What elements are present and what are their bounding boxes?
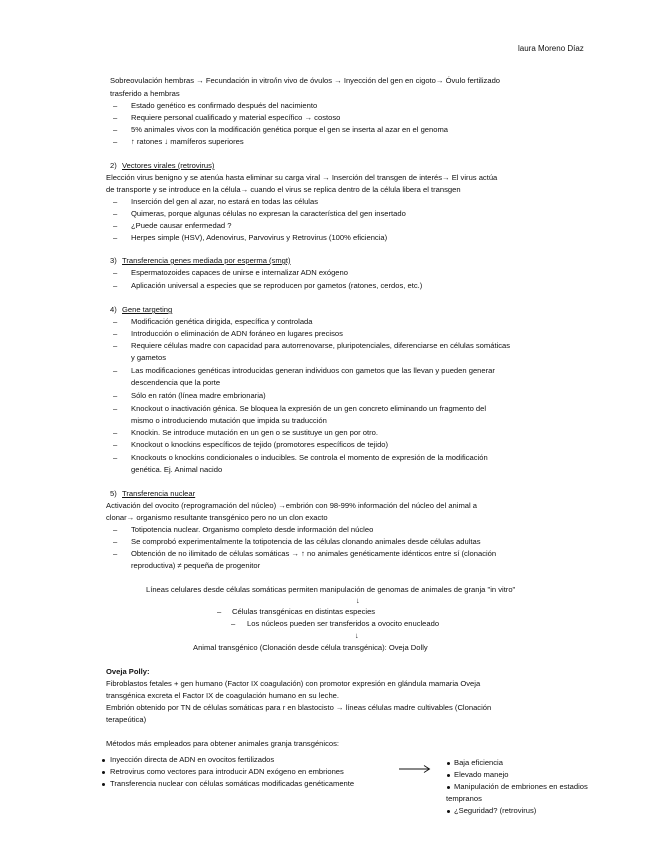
list-item: Inyección directa de ADN en ovocitos fertilizados — [110, 755, 275, 764]
list-item-continuation: y gametos — [131, 353, 167, 362]
list-dash: – — [113, 137, 118, 146]
flow-item: Los núcleos pueden ser transferidos a ovocito enucleado — [247, 619, 440, 628]
flow-item: Células transgénicas en distintas especies — [232, 607, 376, 616]
list-item: Las modificaciones genéticas introducidas generan individuos con gametos que las llevan y pueden generar — [131, 366, 495, 375]
list-item-continuation: tempranos — [446, 794, 482, 803]
list-item: Herpes simple (HSV), Adenovirus, Parvovirus y Retrovirus (100% eficiencia) — [131, 233, 388, 242]
list-item-continuation: reproductiva) ≠ pequeña de progenitor — [131, 561, 261, 570]
flow-line-2: Animal transgénico (Clonación desde célula transgénica): Oveja Dolly — [193, 643, 428, 652]
list-item-continuation: genética. Ej. Animal nacido — [131, 465, 223, 474]
section-2-para-1: Elección virus benigno y se atenúa hasta eliminar su carga viral → Inserción del transgen de interés→ El virus actúa — [106, 173, 498, 182]
list-dash: – — [113, 209, 118, 218]
list-item: Baja eficiencia — [454, 758, 503, 767]
list-dash: – — [113, 525, 118, 534]
list-item: Obtención de no ilimitado de células somáticas → ↑ no animales genéticamente idénticos entre sí (clonación — [131, 549, 497, 558]
section-5-title: Transferencia nuclear — [122, 489, 196, 498]
list-item: ↑ ratones ↓ mamíferos superiores — [131, 137, 244, 146]
flow-arrow-2: ↓ — [355, 631, 359, 640]
list-item: Transferencia nuclear con células somáticas modificadas genéticamente — [110, 779, 355, 788]
list-dash: – — [113, 101, 118, 110]
list-item: Knockout o knockins específicos de tejido (promotores específicos de tejido) — [131, 440, 389, 449]
section-3-title: Transferencia genes mediada por esperma (smgt) — [122, 256, 291, 265]
list-dash: – — [113, 341, 118, 350]
list-dash: – — [113, 113, 118, 122]
list-item: Requiere células madre con capacidad para autorrenovarse, pluripotenciales, diferenciarse en células somáticas — [131, 341, 511, 350]
list-dash: – — [113, 537, 118, 546]
bullet-icon — [102, 783, 105, 786]
list-item: Knockin. Se introduce mutación en un gen o se sustituye un gen por otro. — [131, 428, 378, 437]
section-4-title: Gene targeting — [122, 305, 173, 314]
polly-title: Oveja Polly: — [106, 667, 150, 676]
section-2-para-2: de transporte y se introduce en la célula→ cuando el virus se replica dentro de la célula libera el transgen — [106, 185, 461, 194]
polly-line-4: terapeútica) — [106, 715, 147, 724]
list-dash: – — [113, 453, 118, 462]
list-item: ¿Puede causar enfermedad ? — [131, 221, 232, 230]
bullet-icon — [447, 774, 450, 777]
list-dash: – — [113, 549, 118, 558]
list-item: Totipotencia nuclear. Organismo completo desde información del núcleo — [131, 525, 374, 534]
list-item: ¿Seguridad? (retrovirus) — [454, 806, 537, 815]
bullet-icon — [447, 762, 450, 765]
list-dash: – — [217, 607, 222, 616]
list-item: Manipulación de embriones en estadios — [454, 782, 588, 791]
list-dash: – — [113, 125, 118, 134]
bullet-icon — [447, 786, 450, 789]
polly-line-1: Fibroblastos fetales + gen humano (Factor IX coagulación) con promotor expresión en glándula mamaria Oveja — [106, 679, 481, 688]
flow-arrow-1: ↓ — [356, 596, 360, 605]
list-dash: – — [113, 281, 118, 290]
list-item-continuation: mismo o introduciendo mutación que impida su traducción — [131, 416, 327, 425]
list-item-continuation: descendencia que la porte — [131, 378, 221, 387]
flow-line-1: Líneas celulares desde células somáticas permiten manipulación de genomas de animales de granja "in vitro" — [146, 585, 516, 594]
list-item: 5% animales vivos con la modificación genética porque el gen se inserta al azar en el genoma — [131, 125, 449, 134]
list-dash: – — [113, 404, 118, 413]
intro-line-1: Sobreovulación hembras → Fecundación in vitro/in vivo de óvulos → Inyección del gen en cigoto→ Óvulo fertilizado — [110, 76, 501, 85]
section-5-number: 5) — [110, 489, 117, 498]
list-dash: – — [231, 619, 236, 628]
list-dash: – — [113, 197, 118, 206]
list-dash: – — [113, 221, 118, 230]
section-5-para-1: Activación del ovocito (reprogramación del núcleo) →embrión con 98-99% información del núcleo del animal a — [106, 501, 478, 510]
list-item: Requiere personal cualificado y material específico → costoso — [131, 113, 341, 122]
polly-line-3: Embrión obtenido por TN de células somáticas para r en blastocisto → líneas células madre cultivables (Clonación — [106, 703, 492, 712]
list-dash: – — [113, 268, 118, 277]
intro-line-2: trasferido a hembras — [110, 89, 180, 98]
list-item: Introducción o eliminación de ADN foráneo en lugares precisos — [131, 329, 343, 338]
right-arrow-icon — [398, 764, 432, 774]
polly-line-2: transgénica excreta el Factor IX de coagulación humano en su leche. — [106, 691, 340, 700]
list-item: Espermatozoides capaces de unirse e internalizar ADN exógeno — [131, 268, 348, 277]
list-dash: – — [113, 233, 118, 242]
list-item: Se comprobó experimentalmente la totipotencia de las células clonando animales desde células adultas — [131, 537, 481, 546]
list-item: Inserción del gen al azar, no estará en todas las células — [131, 197, 319, 206]
list-dash: – — [113, 366, 118, 375]
list-item: Aplicación universal a especies que se reproducen por gametos (ratones, cerdos, etc.) — [131, 281, 423, 290]
list-dash: – — [113, 440, 118, 449]
list-item: Modificación genética dirigida, específica y controlada — [131, 317, 313, 326]
list-dash: – — [113, 329, 118, 338]
section-2-title: Vectores virales (retrovirus) — [122, 161, 215, 170]
list-item: Knockout o inactivación génica. Se bloquea la expresión de un gen concreto eliminando un fragmento del — [131, 404, 487, 413]
section-4-number: 4) — [110, 305, 117, 314]
list-item: Retrovirus como vectores para introducir ADN exógeno en embriones — [110, 767, 344, 776]
bullet-icon — [447, 810, 450, 813]
section-2-number: 2) — [110, 161, 117, 170]
list-dash: – — [113, 428, 118, 437]
bullet-icon — [102, 759, 105, 762]
section-3-number: 3) — [110, 256, 117, 265]
list-item: Elevado manejo — [454, 770, 509, 779]
list-item: Sólo en ratón (línea madre embrionaria) — [131, 391, 266, 400]
bullet-icon — [102, 771, 105, 774]
section-5-para-2: clonar→ organismo resultante transgénico pero no un clon exacto — [106, 513, 328, 522]
list-item: Estado genético es confirmado después del nacimiento — [131, 101, 318, 110]
methods-title: Métodos más empleados para obtener animales granja transgénicos: — [106, 739, 340, 748]
list-dash: – — [113, 317, 118, 326]
list-item: Quimeras, porque algunas células no expresan la característica del gen insertado — [131, 209, 406, 218]
list-dash: – — [113, 391, 118, 400]
list-item: Knockouts o knockins condicionales o inducibles. Se controla el momento de expresión de la modificación — [131, 453, 488, 462]
author-name: laura Moreno Díaz — [518, 44, 584, 53]
